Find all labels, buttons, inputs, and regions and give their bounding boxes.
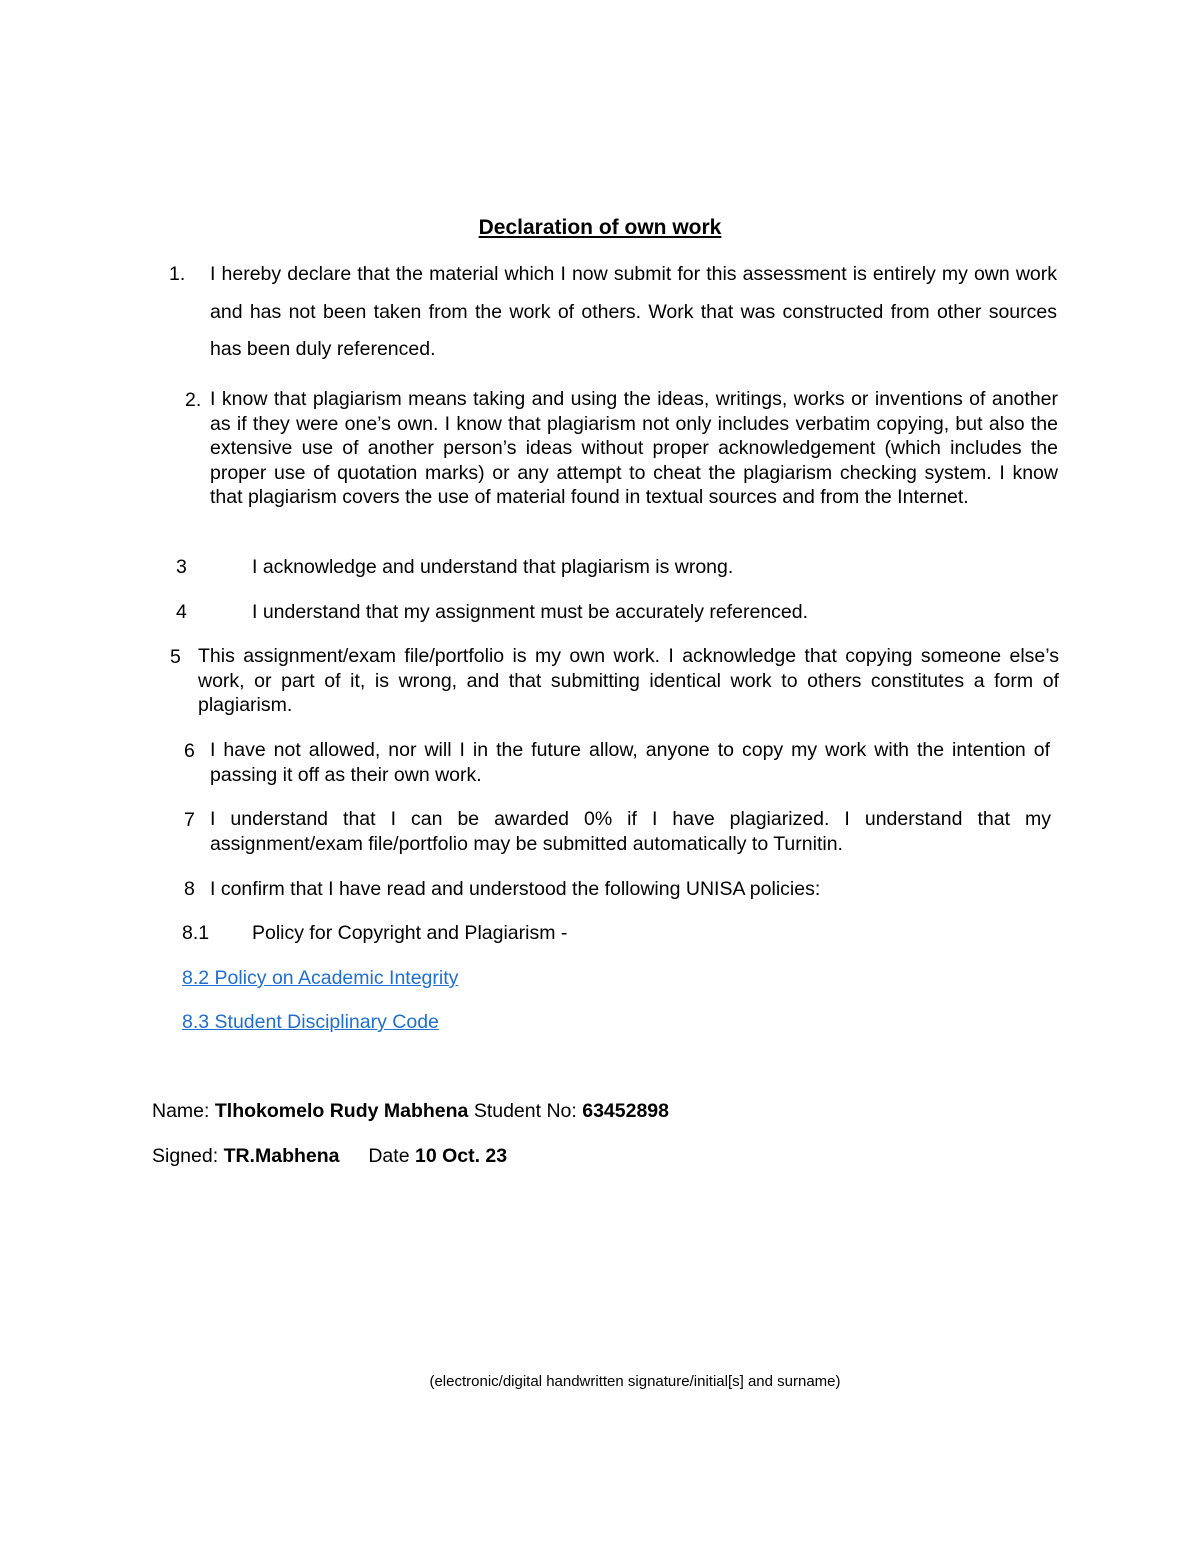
declaration-item-7: I understand that I can be awarded 0% if I have plagiarized. I understand that my assignment/exam file/portfolio may be submitted automatically to Turnitin. <box>210 808 1051 855</box>
declaration-item-2: I know that plagiarism means taking and using the ideas, writings, works or inventions of another as if they were one’s own. I know that plagiarism not only includes verbatim copying, but also the extensive use of another person’s ideas without proper acknowledgement (which includes the proper use of quotation marks) or any attempt to cheat the plagiarism checking system. I know that plagiarism covers the use of material found in textual sources and from the Internet. <box>210 388 1058 509</box>
policy-copyright-plagiarism: Policy for Copyright and Plagiarism - <box>252 922 568 944</box>
name-line <box>152 1100 669 1123</box>
declaration-item-4: I understand that my assignment must be accurately referenced. <box>252 601 809 623</box>
page-title: Declaration of own work <box>478 216 722 239</box>
signature-value: TR.Mabhena <box>223 1145 340 1167</box>
declaration-item-5: This assignment/exam file/portfolio is my own work. I acknowledge that copying someone else’s work, or part of it, is wrong, and that submitting identical work to others constitutes a form of plagiarism. <box>198 645 1059 717</box>
student-name: Tlhokomelo Rudy Mabhena <box>214 1100 469 1122</box>
item-number: 1. <box>169 263 186 285</box>
item-number: 7 <box>184 809 195 831</box>
student-number: 63452898 <box>582 1100 669 1122</box>
signed-label: Signed: <box>152 1145 219 1167</box>
link-student-disciplinary-code[interactable]: 8.3 Student Disciplinary Code <box>182 1011 439 1033</box>
item-number: 2. <box>185 389 202 411</box>
item-number: 8 <box>184 878 195 900</box>
date-label: Date <box>368 1145 410 1167</box>
declaration-item-6: I have not allowed, nor will I in the future allow, anyone to copy my work with the intention of passing it off as their own work. <box>210 739 1050 786</box>
signature-footnote: (electronic/digital handwritten signature/initial[s] and surname) <box>429 1373 841 1390</box>
item-number: 3 <box>176 556 187 578</box>
item-number: 8.1 <box>182 922 210 944</box>
declaration-item-8: I confirm that I have read and understood the following UNISA policies: <box>210 878 821 900</box>
name-label: Name: <box>152 1100 210 1122</box>
declaration-item-3: I acknowledge and understand that plagiarism is wrong. <box>252 556 734 578</box>
student-no-label: Student No: <box>473 1100 577 1122</box>
date-value: 10 Oct. 23 <box>414 1145 508 1167</box>
declaration-item-1: I hereby declare that the material which I now submit for this assessment is entirely my own work and has not been taken from the work of others. Work that was constructed from other sources has been duly referenced. <box>210 263 1057 361</box>
item-number: 5 <box>170 646 181 668</box>
signed-line <box>152 1145 507 1168</box>
item-number: 6 <box>184 740 195 762</box>
link-academic-integrity[interactable]: 8.2 Policy on Academic Integrity <box>182 967 459 989</box>
item-number: 4 <box>176 601 187 623</box>
